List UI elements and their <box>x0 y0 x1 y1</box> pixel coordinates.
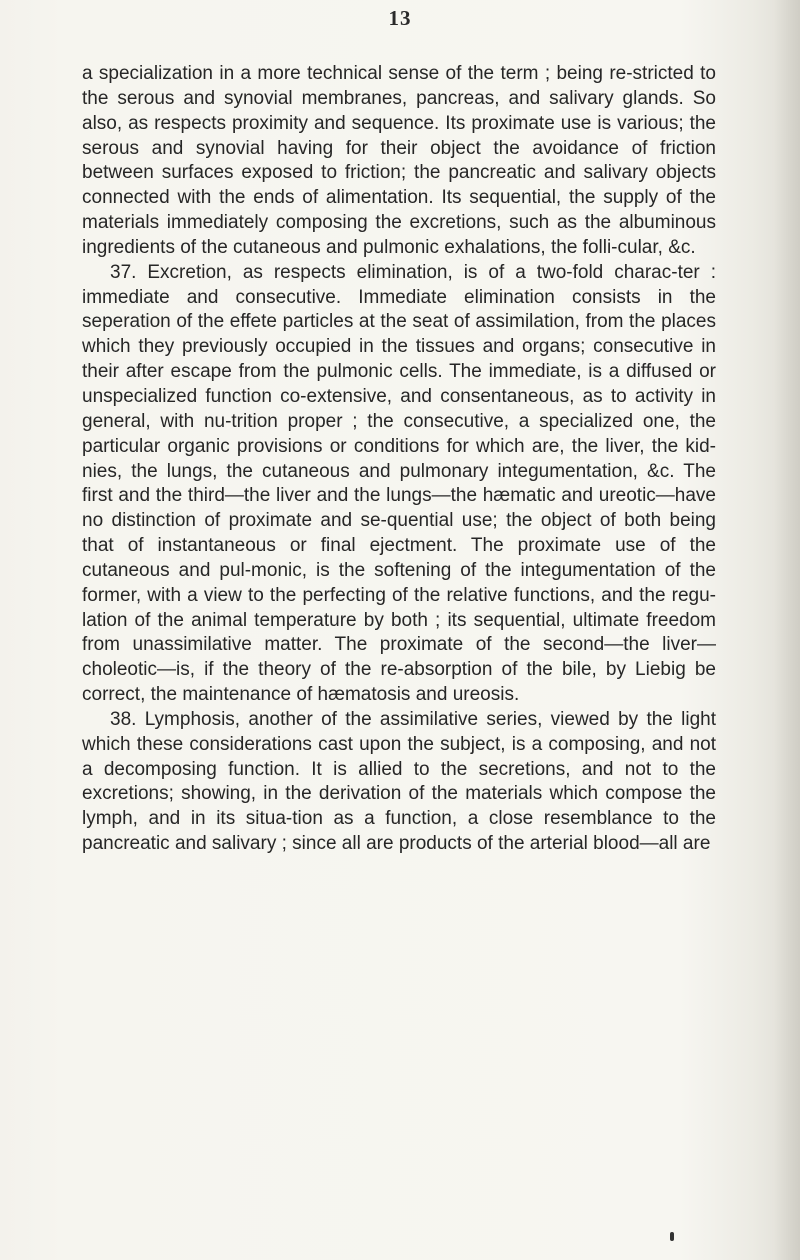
body-text <box>82 62 716 857</box>
page-number: 13 <box>388 6 412 30</box>
paragraph-37: 37. Excretion, as respects elimination, is of a two-fold charac-ter : immediate and consecutive. Immediate elimination consists in the seperation of the effete particles at the seat of assimilation, from the places which they previously occupied in the tissues and organs; consecutive in their after escape from the pulmonic cells. The immediate, is a diffused or unspecialized function co-extensive, and consentaneous, as to activity in general, with nu-trition proper ; the consecutive, a specialized one, the particular organic provisions or conditions for which are, the liver, the kid-nies, the lungs, the cutaneous and pulmonary integumentation, &c. The first and the third—the liver and the lungs—the hæmatic and ureotic—have no distinction of proximate and se-quential use; the object of both being that of instantaneous or final ejectment. The proximate use of the cutaneous and pul-monic, is the softening of the integumentation of the former, with a view to the perfecting of the relative functions, and the regu-lation of the animal temperature by both ; its sequential, ultimate freedom from unassimilative matter. The proximate of the second—the liver—choleotic—is, if the theory of the re-absorption of the bile, by Liebig be correct, the maintenance of hæmatosis and ureosis. <box>82 261 716 706</box>
paragraph-continuation: a specialization in a more technical sense of the term ; being re-stricted to the serous and synovial membranes, pancreas, and salivary glands. So also, as respects proximity and sequence. Its proximate use is various; the serous and synovial having for their object the avoidance of friction between surfaces exposed to friction; the pancreatic and salivary objects connected with the ends of alimentation. Its sequential, the supply of the materials immediately composing the excretions, such as the albuminous ingredients of the cutaneous and pulmonic exhalations, the folli-cular, &c. <box>82 63 716 258</box>
paragraph-38: 38. Lymphosis, another of the assimilative series, viewed by the light which these considerations cast upon the subject, is a composing, and not a decomposing function. It is allied to the secretions, and not to the excretions; showing, in the derivation of the materials which compose the lymph, and in its situa-tion as a function, a close resemblance to the pancreatic and salivary ; since all are products of the arterial blood—all are <box>82 708 716 855</box>
ink-mark <box>670 1232 674 1241</box>
page-edge-shadow <box>774 0 800 1260</box>
